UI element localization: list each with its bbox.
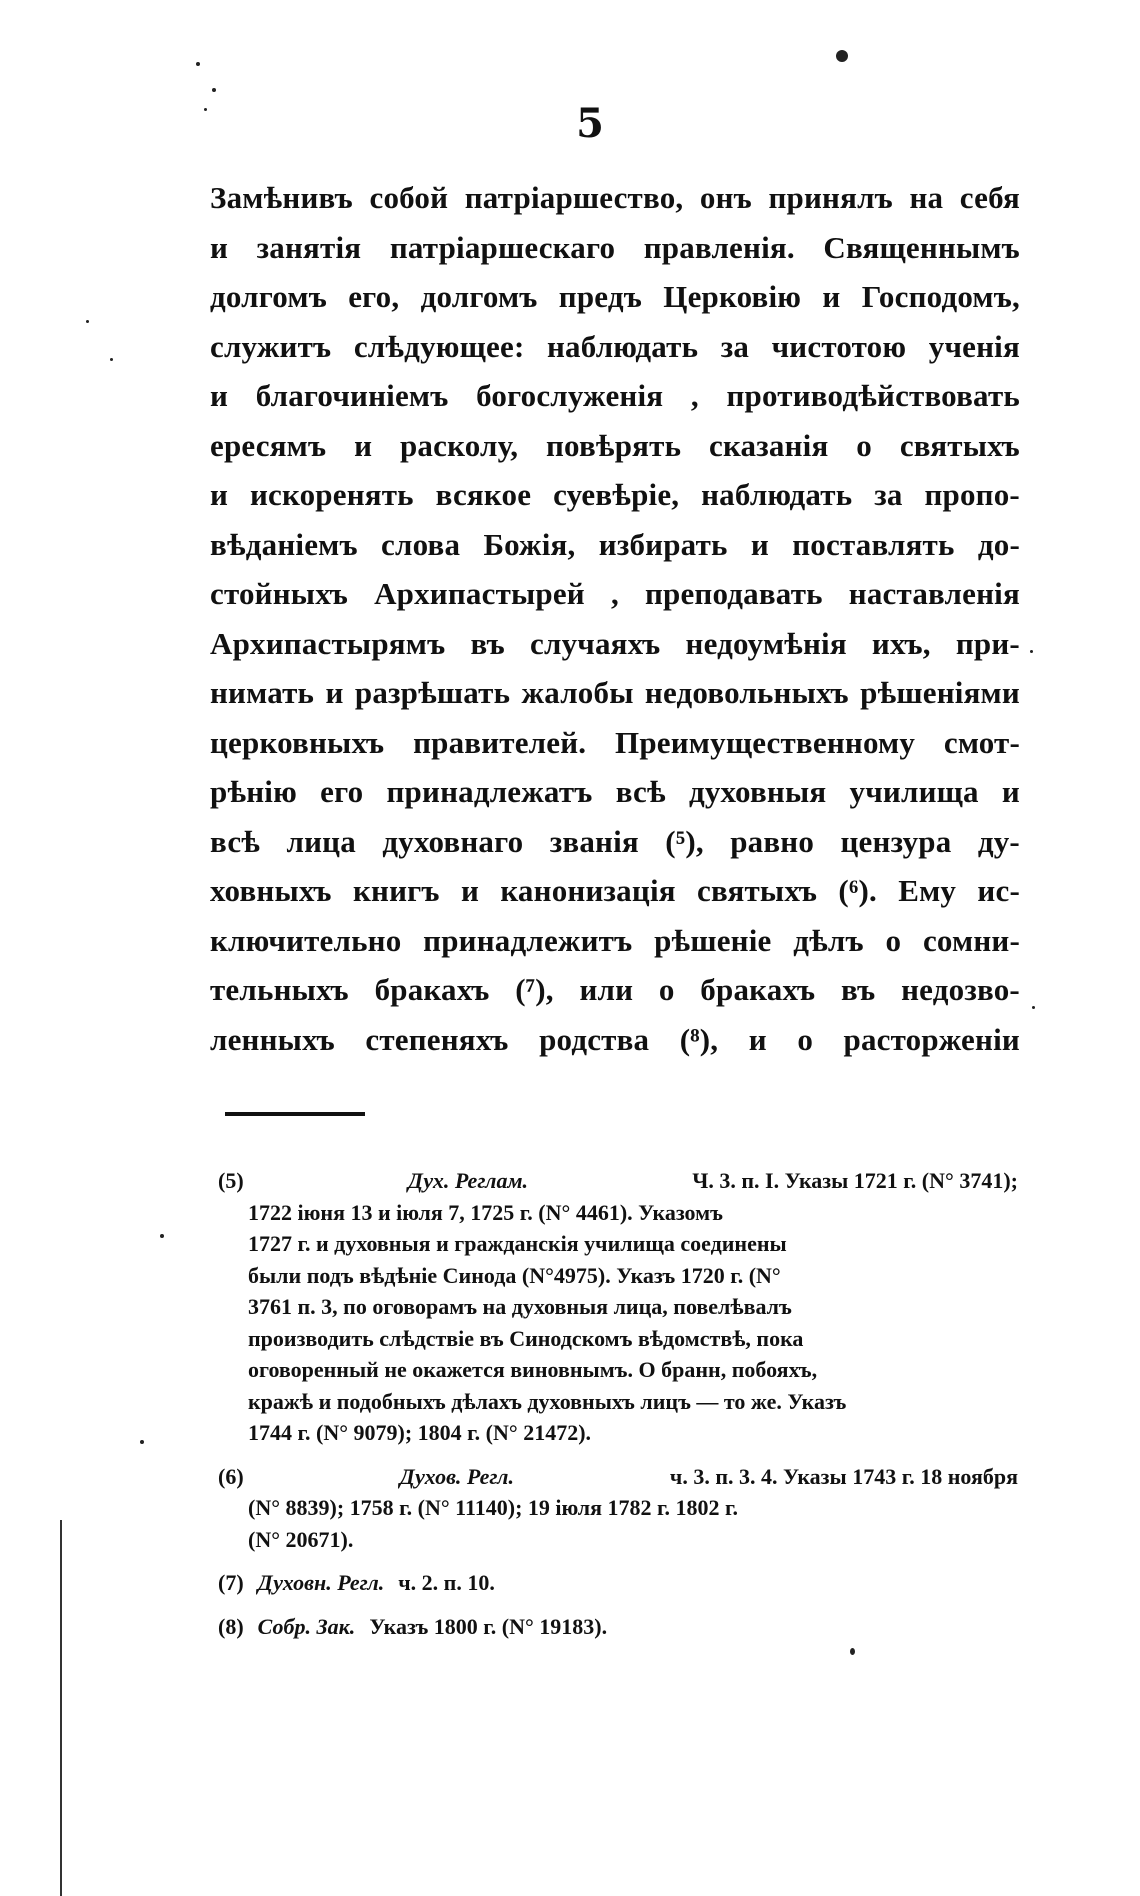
word: расколу,	[399, 427, 519, 463]
word: принялъ	[768, 180, 893, 215]
word: сказанія	[709, 427, 829, 463]
word: преподавать	[644, 576, 823, 611]
footnote-source: Собр. Зак.	[257, 1613, 356, 1639]
footnote-line	[218, 1263, 1018, 1295]
footnote-line	[218, 1389, 1018, 1421]
word: суевѣріе,	[553, 477, 680, 512]
word: ,	[690, 378, 699, 413]
text-line	[210, 972, 1020, 1022]
word: себя	[959, 180, 1020, 215]
text-line	[210, 180, 1020, 230]
text-line	[210, 725, 1020, 775]
word: пропо-	[924, 477, 1020, 512]
text-line	[210, 1022, 1020, 1072]
text-line	[210, 279, 1020, 329]
word: званія	[549, 823, 639, 859]
word: цензура	[840, 823, 952, 859]
footnote-line	[218, 1420, 1018, 1452]
word: недозво-	[901, 972, 1020, 1007]
word: долгомъ	[420, 279, 538, 314]
footnote-source: Дух. Реглам.	[407, 1168, 529, 1193]
word: равно	[730, 823, 815, 859]
word: ховныхъ	[210, 873, 332, 908]
word: и	[210, 378, 229, 413]
word: ключительно	[210, 922, 402, 958]
word: противодѣйствовать	[726, 378, 1020, 413]
word: рѣшеніями	[860, 675, 1020, 710]
margin-rule	[60, 1520, 62, 1896]
word: тельныхъ	[210, 972, 349, 1007]
footnote-line	[218, 1294, 1018, 1326]
word: лица	[286, 823, 356, 859]
word: за	[874, 477, 903, 512]
footnote-text: 3761 п. 3, по оговорамъ на духовныя лица, повелѣвалъ	[248, 1294, 792, 1319]
scan-speck	[836, 50, 848, 62]
scan-speck	[212, 88, 216, 92]
word: ленныхъ	[210, 1021, 335, 1057]
word: принадлежатъ	[386, 774, 593, 809]
scan-speck	[140, 1440, 144, 1444]
word: наблюдать	[547, 328, 699, 364]
word: вѣданіемъ	[210, 526, 358, 562]
word: до-	[977, 526, 1020, 562]
word: Божія,	[483, 526, 576, 562]
scan-speck	[1032, 1006, 1035, 1009]
word: онъ	[699, 180, 752, 215]
word: Архипастырямъ	[210, 625, 446, 661]
text-line	[210, 774, 1020, 824]
word: поставлять	[792, 526, 955, 562]
word: бракахъ	[374, 972, 490, 1007]
footnote-text: кражѣ и подобныхъ дѣлахъ духовныхъ лицъ — то же. Указъ	[248, 1388, 847, 1414]
text-line	[210, 527, 1020, 577]
footnote-line	[218, 1570, 1018, 1602]
word: о	[885, 922, 902, 958]
word: Церковію	[663, 279, 802, 314]
footnote-marker: (5)	[218, 1168, 244, 1193]
footnote-line	[218, 1168, 1018, 1200]
word: служитъ	[210, 328, 332, 364]
footnote-text: ч. 3. п. 3. 4. Указы 1743 г. 18 ноября	[669, 1463, 1018, 1489]
footnote-line	[218, 1464, 1018, 1496]
word: и	[750, 526, 769, 562]
footnote-source: Духовн. Регл.	[257, 1570, 385, 1595]
word: и	[210, 477, 229, 512]
footnote-marker: (7)	[218, 1570, 244, 1595]
footnote-line	[218, 1614, 1018, 1646]
text-line	[210, 428, 1020, 478]
word: Замѣнивъ	[210, 180, 353, 215]
text-line	[210, 477, 1020, 527]
footnote-text: 1727 г. и духовныя и гражданскія училища соединены	[248, 1231, 787, 1256]
word: канонизація	[500, 873, 676, 908]
page-number: 5	[576, 100, 604, 147]
footnote-ref[interactable]: (⁵),	[665, 823, 704, 859]
word: занятія	[256, 229, 362, 265]
word: бракахъ	[700, 972, 816, 1007]
word: въ	[470, 625, 505, 661]
footnotes	[218, 1168, 1018, 1657]
word: стойныхъ	[210, 576, 348, 611]
scan-speck	[86, 320, 89, 323]
word: недоумѣнія	[685, 625, 847, 661]
word: при-	[955, 625, 1020, 661]
footnote-text: оговоренный не окажется виновнымъ. О бранн, побояхъ,	[248, 1357, 818, 1382]
footnote-marker: (6)	[218, 1463, 244, 1489]
word: смот-	[943, 724, 1020, 760]
word: степеняхъ	[365, 1021, 509, 1057]
word: наблюдать	[701, 477, 853, 512]
footnote-text: Ч. 3. п. I. Указы 1721 г. (N° 3741);	[692, 1168, 1018, 1193]
word: въ	[840, 972, 876, 1007]
word: Преимущественному	[615, 724, 916, 760]
word: собой	[369, 180, 449, 215]
word: долгомъ	[210, 279, 327, 314]
word: случаяхъ	[530, 625, 661, 661]
text-line	[210, 873, 1020, 923]
footnote-text: ч. 2. п. 10.	[398, 1570, 495, 1595]
word: на	[909, 180, 944, 215]
footnote-text: производить слѣдствіе въ Синодскомъ вѣдомствѣ, пока	[248, 1325, 804, 1351]
footnote-ref[interactable]: (⁷),	[515, 972, 554, 1007]
word: за	[720, 328, 750, 364]
word: благочиніемъ	[255, 378, 449, 413]
text-line	[210, 923, 1020, 973]
word: рѣшеніе	[654, 922, 772, 958]
word: правителей.	[413, 724, 587, 760]
main-text	[210, 180, 1020, 1071]
word: слова	[381, 526, 461, 562]
word: предъ	[558, 279, 643, 314]
word: и	[460, 873, 480, 908]
text-line	[210, 675, 1020, 725]
word: расторженіи	[843, 1021, 1020, 1057]
footnote-line	[218, 1357, 1018, 1389]
word: ученія	[928, 328, 1020, 364]
word: нимать	[210, 675, 315, 710]
footnote-text: (N° 8839); 1758 г. (N° 11140); 19 іюля 1782 г. 1802 г.	[248, 1495, 739, 1520]
footnote-source: Духов. Регл.	[399, 1463, 514, 1489]
word: и	[748, 1021, 767, 1057]
word: духовнаго	[382, 823, 524, 859]
word: церковныхъ	[210, 724, 385, 760]
word: избирать	[598, 526, 728, 562]
word: и	[325, 675, 344, 710]
word: или	[579, 972, 634, 1007]
text-line	[210, 576, 1020, 626]
word: разрѣшать	[354, 675, 511, 710]
word: его	[320, 774, 364, 809]
footnote-line	[218, 1495, 1018, 1527]
scan-speck	[160, 1234, 164, 1238]
word: всѣ	[210, 823, 261, 859]
word: рѣнію	[210, 774, 298, 809]
footnote-ref[interactable]: (⁸),	[679, 1021, 719, 1057]
word: Господомъ,	[861, 279, 1020, 314]
word: и	[1001, 774, 1020, 809]
footnote-text: были подъ вѣдѣніе Синода (N°4975). Указъ 1720 г. (N°	[248, 1262, 781, 1288]
text-line	[210, 824, 1020, 874]
word: святыхъ	[697, 873, 818, 908]
footnote-line	[218, 1231, 1018, 1263]
footnote-ref[interactable]: (⁶).	[838, 873, 877, 908]
footnote-5	[218, 1168, 1018, 1452]
scan-speck	[196, 62, 200, 66]
word: ересямъ	[210, 427, 327, 463]
word: принадлежитъ	[423, 922, 633, 958]
word: о	[658, 972, 675, 1007]
word: наставленія	[848, 576, 1020, 611]
word: и	[354, 427, 373, 463]
footnote-marker: (8)	[218, 1613, 244, 1639]
word: Архипастырей	[374, 576, 585, 611]
word: чистотою	[771, 328, 907, 364]
word: Ему	[898, 873, 957, 908]
word: повѣрять	[546, 427, 682, 463]
footnote-text: (N° 20671).	[248, 1526, 354, 1552]
footnote-separator	[225, 1112, 365, 1116]
footnote-text: 1744 г. (N° 9079); 1804 г. (N° 21472).	[248, 1420, 592, 1445]
word: о	[856, 427, 872, 463]
footnote-line	[218, 1200, 1018, 1232]
footnote-text: 1722 іюня 13 и іюля 7, 1725 г. (N° 4461). Указомъ	[248, 1199, 723, 1225]
word: ис-	[977, 873, 1020, 908]
word: правленія.	[643, 229, 795, 265]
word: и	[822, 279, 841, 314]
text-line	[210, 329, 1020, 379]
word: жалобы	[521, 675, 634, 710]
footnote-line	[218, 1527, 1018, 1559]
footnote-7	[218, 1570, 1018, 1602]
word: ду-	[977, 823, 1020, 859]
word: духовныя	[688, 774, 827, 809]
word: дѣлъ	[793, 922, 864, 958]
text-line	[210, 378, 1020, 428]
word: недовольныхъ	[644, 675, 849, 710]
word: богослуженія	[476, 378, 664, 413]
word: всякое	[435, 477, 532, 512]
word: его,	[348, 279, 400, 314]
word: Священнымъ	[823, 229, 1020, 265]
word: патріаршество,	[464, 180, 684, 215]
word: и	[210, 229, 229, 265]
scan-speck	[110, 358, 113, 361]
word: родства	[539, 1021, 650, 1057]
word: патріаршескаго	[389, 229, 616, 265]
footnote-line	[218, 1326, 1018, 1358]
word: книгъ	[352, 873, 440, 908]
word: о	[797, 1021, 814, 1057]
text-line	[210, 230, 1020, 280]
footnote-6	[218, 1464, 1018, 1559]
footnote-text: Указъ 1800 г. (N° 19183).	[369, 1613, 608, 1639]
word: ихъ,	[871, 625, 931, 661]
word: сомни-	[922, 922, 1020, 958]
text-line	[210, 626, 1020, 676]
word: слѣдующее:	[353, 328, 525, 364]
word: искоренять	[249, 477, 414, 512]
word: ,	[610, 576, 619, 611]
scan-speck	[1030, 650, 1033, 653]
word: училища	[849, 774, 979, 809]
word: всѣ	[615, 774, 666, 809]
footnote-8	[218, 1614, 1018, 1646]
word: святыхъ	[899, 427, 1020, 463]
